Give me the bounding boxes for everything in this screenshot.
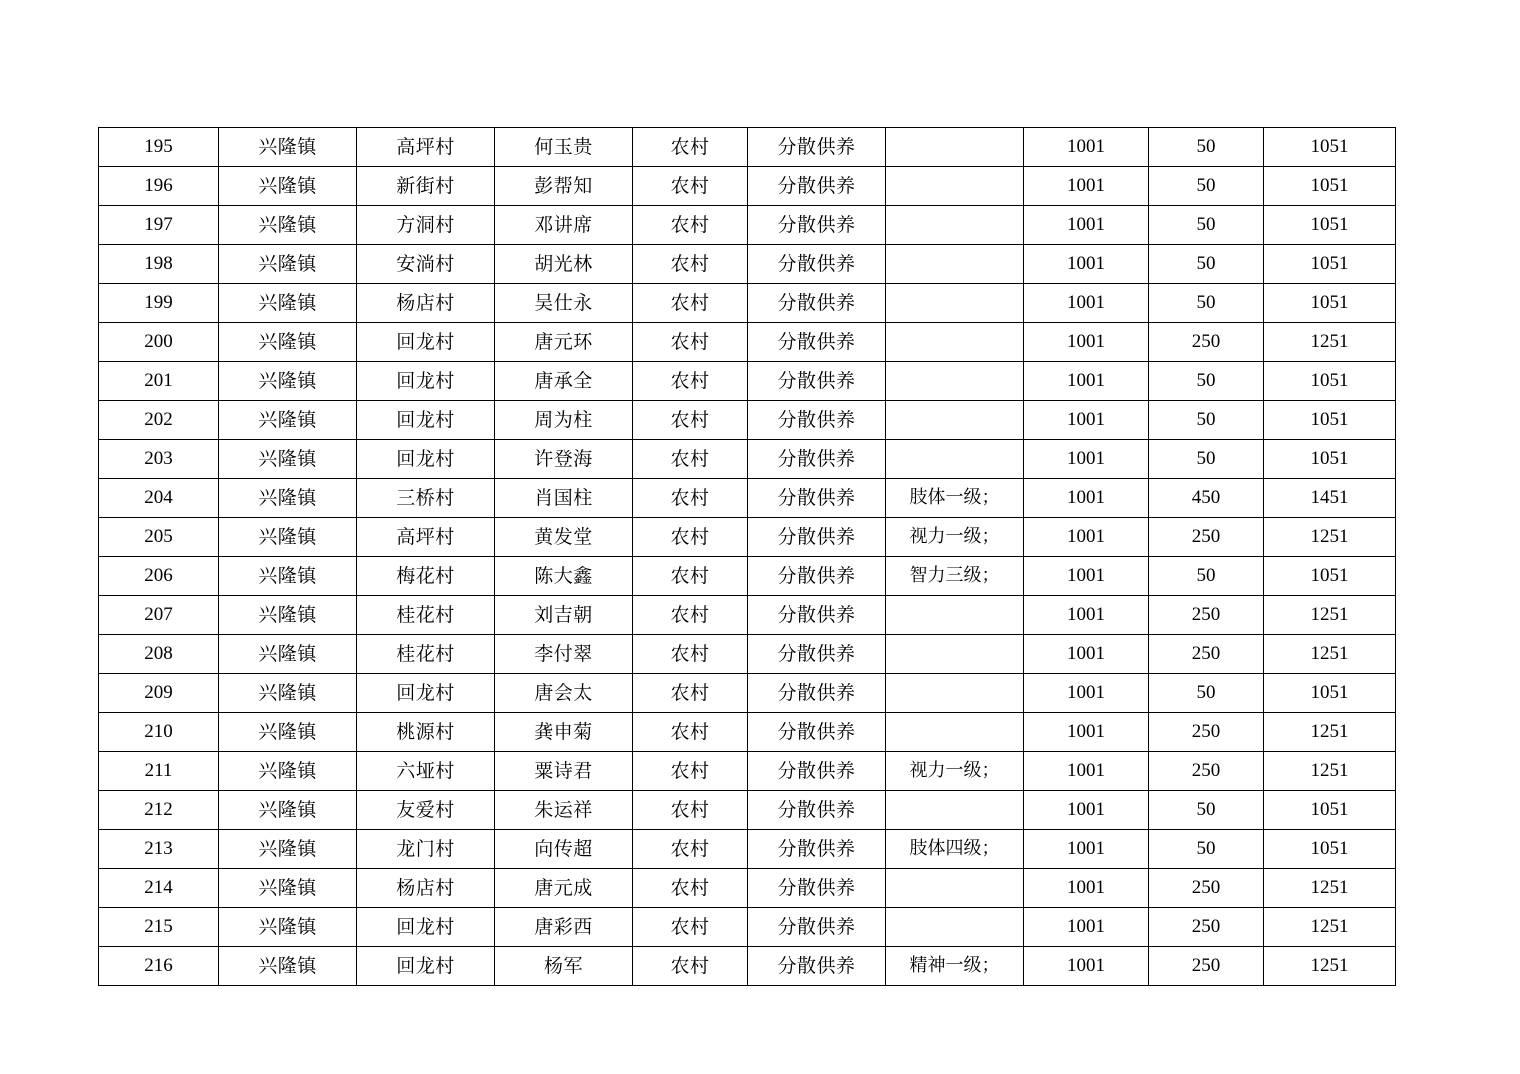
cell-total: 1051: [1264, 128, 1396, 167]
cell-base-amount: 1001: [1024, 557, 1149, 596]
cell-index: 196: [99, 167, 219, 206]
cell-household-type: 农村: [633, 830, 748, 869]
cell-base-amount: 1001: [1024, 752, 1149, 791]
cell-disability: 视力一级；: [886, 518, 1024, 557]
table-row: [99, 323, 1396, 362]
table-row: [99, 674, 1396, 713]
cell-base-amount: 1001: [1024, 947, 1149, 986]
cell-index: 200: [99, 323, 219, 362]
cell-support-mode: 分散供养: [748, 791, 886, 830]
cell-index: 197: [99, 206, 219, 245]
cell-support-mode: 分散供养: [748, 401, 886, 440]
cell-index: 207: [99, 596, 219, 635]
cell-index: 205: [99, 518, 219, 557]
cell-total: 1251: [1264, 635, 1396, 674]
cell-village: 桃源村: [357, 713, 495, 752]
cell-town: 兴隆镇: [219, 752, 357, 791]
cell-total: 1251: [1264, 713, 1396, 752]
cell-name: 龚申菊: [495, 713, 633, 752]
cell-town: 兴隆镇: [219, 791, 357, 830]
cell-support-mode: 分散供养: [748, 440, 886, 479]
table-row: [99, 245, 1396, 284]
cell-index: 195: [99, 128, 219, 167]
cell-household-type: 农村: [633, 128, 748, 167]
cell-village: 高坪村: [357, 518, 495, 557]
cell-village: 桂花村: [357, 596, 495, 635]
cell-name: 陈大鑫: [495, 557, 633, 596]
cell-support-mode: 分散供养: [748, 947, 886, 986]
cell-support-mode: 分散供养: [748, 128, 886, 167]
cell-disability: [886, 635, 1024, 674]
cell-name: 何玉贵: [495, 128, 633, 167]
cell-village: 回龙村: [357, 440, 495, 479]
cell-name: 胡光林: [495, 245, 633, 284]
cell-disability: [886, 869, 1024, 908]
cell-name: 粟诗君: [495, 752, 633, 791]
table-row: [99, 713, 1396, 752]
cell-subsidy-amount: 50: [1149, 791, 1264, 830]
cell-index: 206: [99, 557, 219, 596]
cell-name: 唐元环: [495, 323, 633, 362]
cell-town: 兴隆镇: [219, 128, 357, 167]
beneficiary-table: [98, 127, 1396, 986]
cell-subsidy-amount: 50: [1149, 167, 1264, 206]
cell-disability: [886, 323, 1024, 362]
cell-index: 213: [99, 830, 219, 869]
cell-name: 杨军: [495, 947, 633, 986]
cell-base-amount: 1001: [1024, 713, 1149, 752]
cell-household-type: 农村: [633, 518, 748, 557]
cell-household-type: 农村: [633, 869, 748, 908]
cell-support-mode: 分散供养: [748, 635, 886, 674]
cell-town: 兴隆镇: [219, 830, 357, 869]
cell-index: 208: [99, 635, 219, 674]
cell-household-type: 农村: [633, 557, 748, 596]
cell-village: 安淌村: [357, 245, 495, 284]
cell-base-amount: 1001: [1024, 401, 1149, 440]
cell-town: 兴隆镇: [219, 440, 357, 479]
cell-disability: [886, 713, 1024, 752]
cell-base-amount: 1001: [1024, 869, 1149, 908]
cell-name: 唐会太: [495, 674, 633, 713]
cell-town: 兴隆镇: [219, 479, 357, 518]
cell-town: 兴隆镇: [219, 713, 357, 752]
cell-name: 朱运祥: [495, 791, 633, 830]
table-row: [99, 401, 1396, 440]
cell-town: 兴隆镇: [219, 557, 357, 596]
cell-town: 兴隆镇: [219, 323, 357, 362]
cell-total: 1251: [1264, 596, 1396, 635]
cell-subsidy-amount: 250: [1149, 713, 1264, 752]
cell-town: 兴隆镇: [219, 908, 357, 947]
cell-support-mode: 分散供养: [748, 713, 886, 752]
cell-household-type: 农村: [633, 401, 748, 440]
cell-village: 回龙村: [357, 362, 495, 401]
cell-total: 1251: [1264, 518, 1396, 557]
cell-name: 刘吉朝: [495, 596, 633, 635]
cell-town: 兴隆镇: [219, 518, 357, 557]
cell-base-amount: 1001: [1024, 518, 1149, 557]
cell-disability: 智力三级；: [886, 557, 1024, 596]
cell-total: 1051: [1264, 791, 1396, 830]
cell-index: 214: [99, 869, 219, 908]
cell-total: 1051: [1264, 440, 1396, 479]
cell-index: 202: [99, 401, 219, 440]
cell-total: 1051: [1264, 245, 1396, 284]
cell-household-type: 农村: [633, 284, 748, 323]
cell-name: 邓讲席: [495, 206, 633, 245]
cell-village: 新街村: [357, 167, 495, 206]
cell-household-type: 农村: [633, 947, 748, 986]
cell-subsidy-amount: 250: [1149, 908, 1264, 947]
cell-household-type: 农村: [633, 167, 748, 206]
cell-base-amount: 1001: [1024, 596, 1149, 635]
cell-total: 1051: [1264, 362, 1396, 401]
table-body: [99, 128, 1396, 986]
cell-village: 友爱村: [357, 791, 495, 830]
cell-disability: [886, 674, 1024, 713]
cell-base-amount: 1001: [1024, 167, 1149, 206]
cell-disability: 肢体四级；: [886, 830, 1024, 869]
cell-base-amount: 1001: [1024, 323, 1149, 362]
cell-subsidy-amount: 50: [1149, 557, 1264, 596]
cell-name: 许登海: [495, 440, 633, 479]
cell-household-type: 农村: [633, 713, 748, 752]
cell-subsidy-amount: 250: [1149, 596, 1264, 635]
cell-subsidy-amount: 50: [1149, 830, 1264, 869]
cell-subsidy-amount: 50: [1149, 128, 1264, 167]
table-row: [99, 869, 1396, 908]
cell-disability: 视力一级；: [886, 752, 1024, 791]
cell-index: 198: [99, 245, 219, 284]
cell-base-amount: 1001: [1024, 635, 1149, 674]
cell-total: 1451: [1264, 479, 1396, 518]
cell-index: 201: [99, 362, 219, 401]
cell-household-type: 农村: [633, 752, 748, 791]
cell-village: 回龙村: [357, 323, 495, 362]
cell-household-type: 农村: [633, 596, 748, 635]
cell-subsidy-amount: 50: [1149, 206, 1264, 245]
cell-household-type: 农村: [633, 245, 748, 284]
table-row: [99, 362, 1396, 401]
cell-household-type: 农村: [633, 440, 748, 479]
cell-total: 1251: [1264, 947, 1396, 986]
cell-village: 回龙村: [357, 674, 495, 713]
cell-town: 兴隆镇: [219, 947, 357, 986]
cell-name: 彭帮知: [495, 167, 633, 206]
table-row: [99, 791, 1396, 830]
cell-index: 216: [99, 947, 219, 986]
cell-village: 杨店村: [357, 284, 495, 323]
cell-household-type: 农村: [633, 479, 748, 518]
cell-subsidy-amount: 250: [1149, 947, 1264, 986]
cell-household-type: 农村: [633, 674, 748, 713]
cell-subsidy-amount: 50: [1149, 284, 1264, 323]
cell-base-amount: 1001: [1024, 908, 1149, 947]
table-row: [99, 479, 1396, 518]
cell-name: 黄发堂: [495, 518, 633, 557]
cell-total: 1251: [1264, 752, 1396, 791]
table-container: [98, 127, 1347, 986]
cell-support-mode: 分散供养: [748, 167, 886, 206]
table-row: [99, 947, 1396, 986]
cell-subsidy-amount: 250: [1149, 635, 1264, 674]
cell-support-mode: 分散供养: [748, 674, 886, 713]
cell-support-mode: 分散供养: [748, 245, 886, 284]
cell-total: 1051: [1264, 674, 1396, 713]
cell-index: 210: [99, 713, 219, 752]
table-row: [99, 830, 1396, 869]
cell-disability: [886, 908, 1024, 947]
cell-subsidy-amount: 50: [1149, 401, 1264, 440]
cell-town: 兴隆镇: [219, 401, 357, 440]
cell-disability: [886, 596, 1024, 635]
cell-base-amount: 1001: [1024, 206, 1149, 245]
cell-name: 吴仕永: [495, 284, 633, 323]
cell-name: 肖国柱: [495, 479, 633, 518]
cell-support-mode: 分散供养: [748, 479, 886, 518]
cell-town: 兴隆镇: [219, 869, 357, 908]
cell-disability: [886, 440, 1024, 479]
cell-base-amount: 1001: [1024, 479, 1149, 518]
cell-village: 回龙村: [357, 401, 495, 440]
cell-base-amount: 1001: [1024, 128, 1149, 167]
cell-village: 梅花村: [357, 557, 495, 596]
cell-support-mode: 分散供养: [748, 206, 886, 245]
cell-total: 1251: [1264, 908, 1396, 947]
cell-total: 1051: [1264, 284, 1396, 323]
cell-total: 1051: [1264, 167, 1396, 206]
cell-household-type: 农村: [633, 791, 748, 830]
cell-support-mode: 分散供养: [748, 362, 886, 401]
cell-index: 204: [99, 479, 219, 518]
table-row: [99, 167, 1396, 206]
cell-support-mode: 分散供养: [748, 752, 886, 791]
cell-subsidy-amount: 250: [1149, 869, 1264, 908]
cell-village: 六垭村: [357, 752, 495, 791]
cell-total: 1251: [1264, 869, 1396, 908]
cell-base-amount: 1001: [1024, 440, 1149, 479]
cell-base-amount: 1001: [1024, 245, 1149, 284]
cell-base-amount: 1001: [1024, 284, 1149, 323]
cell-total: 1051: [1264, 557, 1396, 596]
table-row: [99, 128, 1396, 167]
cell-index: 199: [99, 284, 219, 323]
table-row: [99, 206, 1396, 245]
cell-subsidy-amount: 50: [1149, 362, 1264, 401]
cell-index: 215: [99, 908, 219, 947]
cell-name: 向传超: [495, 830, 633, 869]
cell-support-mode: 分散供养: [748, 323, 886, 362]
table-row: [99, 752, 1396, 791]
cell-household-type: 农村: [633, 206, 748, 245]
cell-name: 唐承全: [495, 362, 633, 401]
cell-support-mode: 分散供养: [748, 557, 886, 596]
cell-base-amount: 1001: [1024, 362, 1149, 401]
table-row: [99, 635, 1396, 674]
cell-name: 周为柱: [495, 401, 633, 440]
cell-support-mode: 分散供养: [748, 518, 886, 557]
cell-disability: [886, 206, 1024, 245]
cell-base-amount: 1001: [1024, 791, 1149, 830]
cell-household-type: 农村: [633, 362, 748, 401]
cell-base-amount: 1001: [1024, 674, 1149, 713]
cell-household-type: 农村: [633, 635, 748, 674]
cell-support-mode: 分散供养: [748, 830, 886, 869]
cell-total: 1051: [1264, 401, 1396, 440]
cell-support-mode: 分散供养: [748, 908, 886, 947]
cell-village: 回龙村: [357, 947, 495, 986]
table-row: [99, 518, 1396, 557]
cell-total: 1051: [1264, 830, 1396, 869]
cell-subsidy-amount: 250: [1149, 752, 1264, 791]
cell-disability: 肢体一级；: [886, 479, 1024, 518]
cell-subsidy-amount: 450: [1149, 479, 1264, 518]
cell-disability: [886, 791, 1024, 830]
cell-disability: 精神一级；: [886, 947, 1024, 986]
cell-disability: [886, 245, 1024, 284]
cell-village: 回龙村: [357, 908, 495, 947]
cell-household-type: 农村: [633, 323, 748, 362]
cell-index: 209: [99, 674, 219, 713]
table-row: [99, 908, 1396, 947]
cell-disability: [886, 284, 1024, 323]
table-row: [99, 596, 1396, 635]
table-row: [99, 284, 1396, 323]
cell-household-type: 农村: [633, 908, 748, 947]
cell-index: 212: [99, 791, 219, 830]
cell-total: 1051: [1264, 206, 1396, 245]
cell-town: 兴隆镇: [219, 245, 357, 284]
cell-index: 211: [99, 752, 219, 791]
cell-town: 兴隆镇: [219, 362, 357, 401]
cell-subsidy-amount: 50: [1149, 674, 1264, 713]
cell-village: 方洞村: [357, 206, 495, 245]
cell-town: 兴隆镇: [219, 596, 357, 635]
cell-village: 龙门村: [357, 830, 495, 869]
cell-disability: [886, 128, 1024, 167]
cell-support-mode: 分散供养: [748, 284, 886, 323]
cell-town: 兴隆镇: [219, 674, 357, 713]
cell-support-mode: 分散供养: [748, 596, 886, 635]
cell-name: 李付翠: [495, 635, 633, 674]
cell-index: 203: [99, 440, 219, 479]
cell-subsidy-amount: 250: [1149, 518, 1264, 557]
cell-town: 兴隆镇: [219, 167, 357, 206]
cell-village: 杨店村: [357, 869, 495, 908]
cell-subsidy-amount: 50: [1149, 245, 1264, 284]
cell-subsidy-amount: 250: [1149, 323, 1264, 362]
table-row: [99, 440, 1396, 479]
cell-town: 兴隆镇: [219, 635, 357, 674]
cell-total: 1251: [1264, 323, 1396, 362]
cell-town: 兴隆镇: [219, 284, 357, 323]
cell-disability: [886, 401, 1024, 440]
cell-name: 唐彩西: [495, 908, 633, 947]
cell-support-mode: 分散供养: [748, 869, 886, 908]
cell-subsidy-amount: 50: [1149, 440, 1264, 479]
cell-town: 兴隆镇: [219, 206, 357, 245]
cell-village: 高坪村: [357, 128, 495, 167]
table-row: [99, 557, 1396, 596]
cell-village: 桂花村: [357, 635, 495, 674]
cell-village: 三桥村: [357, 479, 495, 518]
cell-disability: [886, 167, 1024, 206]
cell-base-amount: 1001: [1024, 830, 1149, 869]
cell-disability: [886, 362, 1024, 401]
cell-name: 唐元成: [495, 869, 633, 908]
